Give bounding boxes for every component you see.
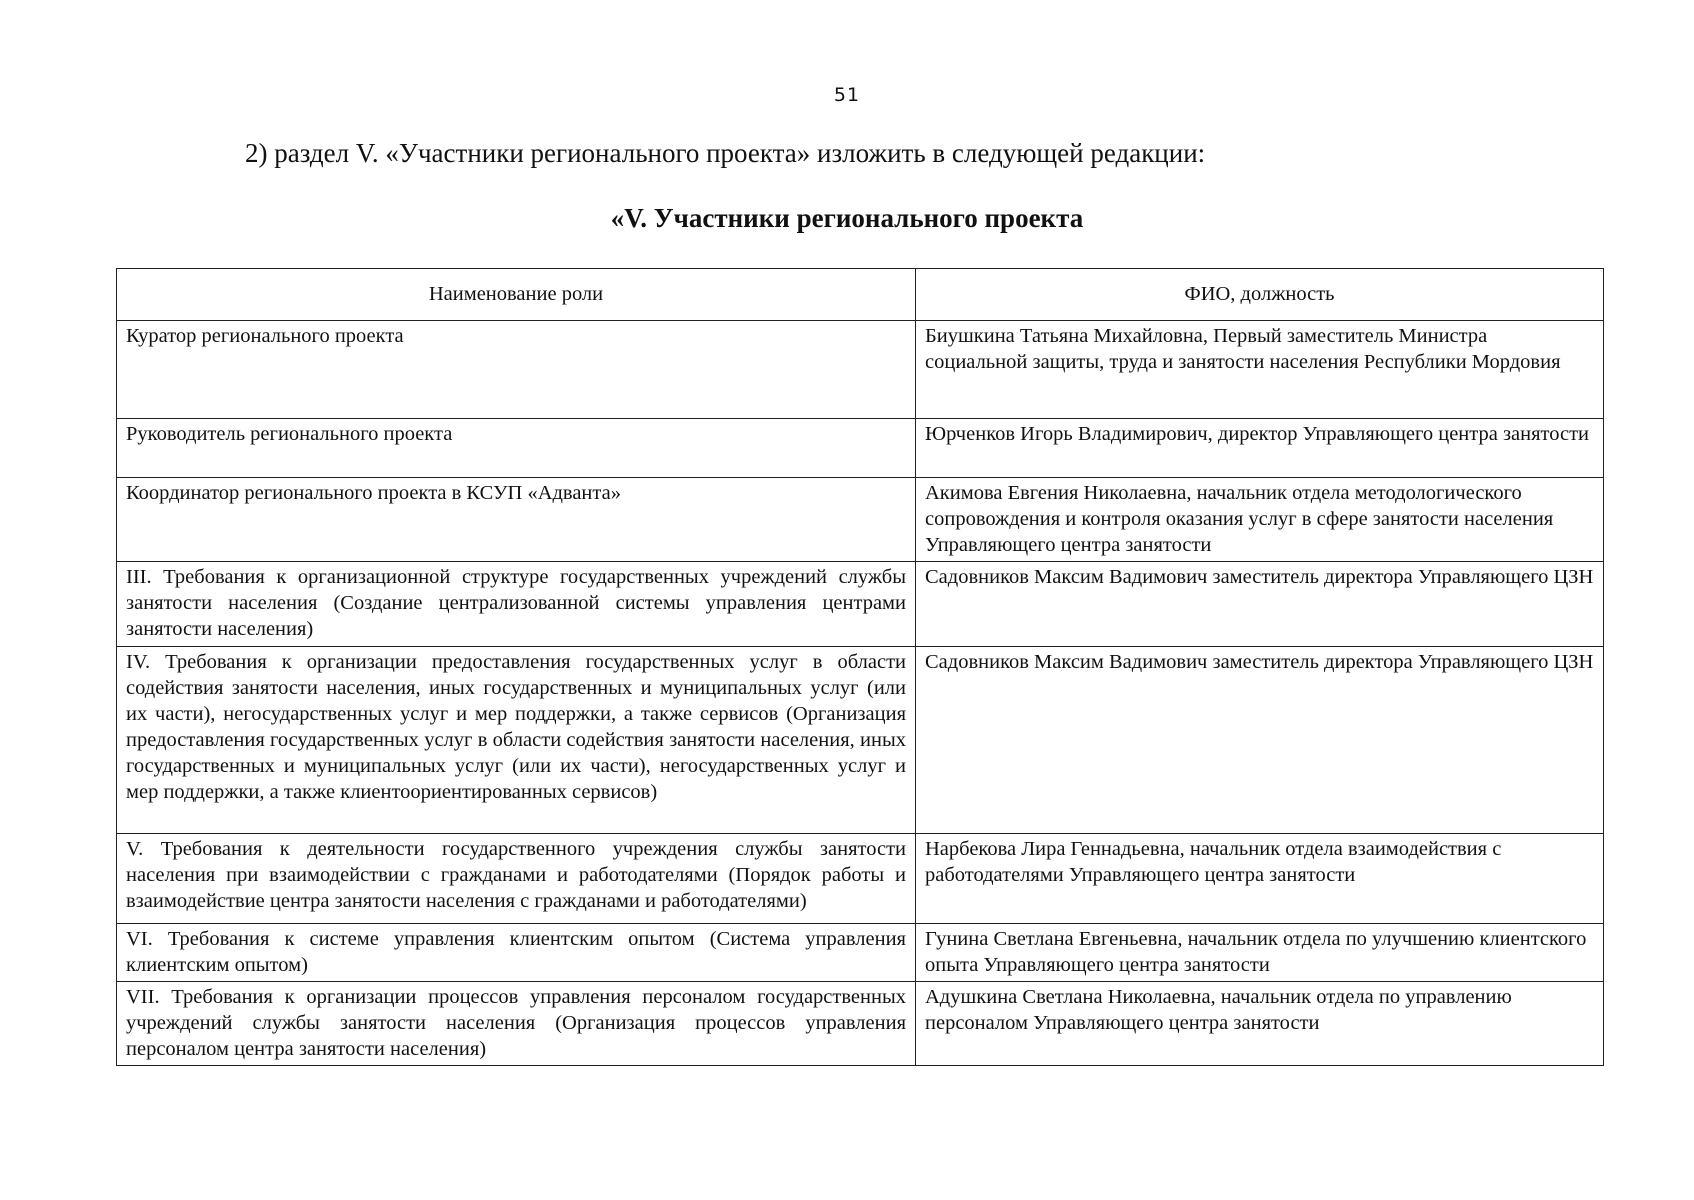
section-title: «V. Участники регионального проекта	[610, 203, 1084, 233]
table-row	[117, 834, 1604, 924]
role-cell: Куратор регионального проекта	[117, 321, 916, 419]
table-row	[117, 562, 1604, 647]
table-header-row	[117, 269, 1604, 321]
participants-table	[116, 268, 1604, 1066]
person-cell: Акимова Евгения Николаевна, начальник отдела методологического сопровождения и контроля оказания услуг в сфере занятости населения Управляющего центра занятости	[916, 478, 1604, 562]
person-cell: Гунина Светлана Евгеньевна, начальник отдела по улучшению клиентского опыта Управляющего центра занятости	[916, 924, 1604, 982]
table-row	[117, 647, 1604, 834]
table-row	[117, 924, 1604, 982]
person-cell: Садовников Максим Вадимович заместитель директора Управляющего ЦЗН	[916, 562, 1604, 647]
table-row	[117, 321, 1604, 419]
page-number: 51	[833, 84, 861, 106]
person-cell: Адушкина Светлана Николаевна, начальник отдела по управлению персоналом Управляющего центра занятости	[916, 982, 1604, 1066]
person-cell: Биушкина Татьяна Михайловна, Первый заместитель Министра социальной защиты, труда и занятости населения Республики Мордовия	[916, 321, 1604, 419]
role-cell: III. Требования к организационной структуре государственных учреждений службы занятости населения (Создание централизованной системы управления центрами занятости населения)	[117, 562, 916, 647]
person-cell: Нарбекова Лира Геннадьевна, начальник отдела взаимодействия с работодателями Управляющего центра занятости	[916, 834, 1604, 924]
header-person: ФИО, должность	[916, 269, 1604, 321]
person-cell: Садовников Максим Вадимович заместитель директора Управляющего ЦЗН	[916, 647, 1604, 834]
table-row	[117, 419, 1604, 478]
table-row	[117, 982, 1604, 1066]
role-cell: Руководитель регионального проекта	[117, 419, 916, 478]
header-role: Наименование роли	[117, 269, 916, 321]
intro-paragraph: 2) раздел V. «Участники регионального проекта» изложить в следующей редакции:	[245, 138, 1206, 168]
person-cell: Юрченков Игорь Владимирович, директор Управляющего центра занятости	[916, 419, 1604, 478]
role-cell: V. Требования к деятельности государственного учреждения службы занятости населения при взаимодействии с гражданами и работодателями (Порядок работы и взаимодействие центра занятости населения с гражданами и работодателями)	[117, 834, 916, 924]
role-cell: IV. Требования к организации предоставления государственных услуг в области содействия занятости населения, иных государственных и муниципальных услуг (или их части), негосударственных услуг и мер поддержки, а также сервисов (Организация предоставления государственных услуг в области содействия занятости населения, иных государственных и муниципальных услуг (или их части), негосударственных услуг и мер поддержки, а также клиентоориентированных сервисов)	[117, 647, 916, 834]
table-row	[117, 478, 1604, 562]
role-cell: Координатор регионального проекта в КСУП «Адванта»	[117, 478, 916, 562]
role-cell: VI. Требования к системе управления клиентским опытом (Система управления клиентским опытом)	[117, 924, 916, 982]
role-cell: VII. Требования к организации процессов управления персоналом государственных учреждений службы занятости населения (Организация процессов управления персоналом центра занятости населения)	[117, 982, 916, 1066]
